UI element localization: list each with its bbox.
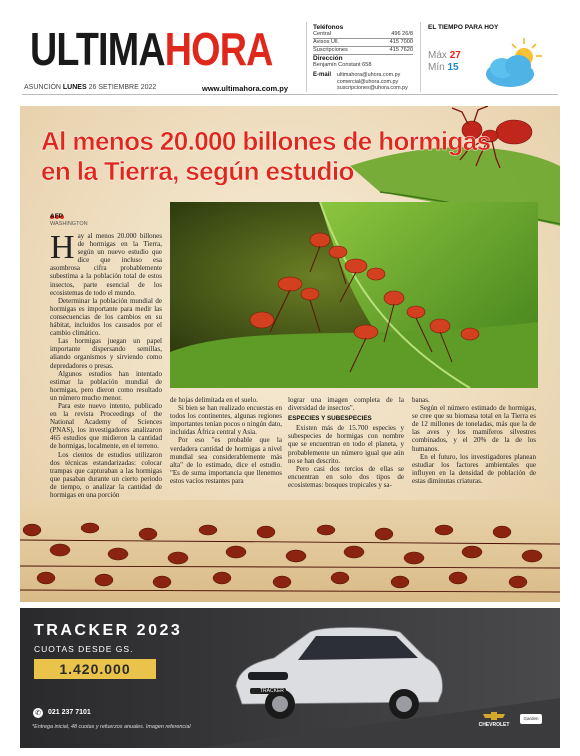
bowtie-icon (483, 712, 505, 720)
email-link[interactable]: comercial@uhora.com.py (337, 78, 399, 85)
phone-label: Suscripciones (313, 47, 348, 53)
headline (41, 126, 490, 186)
weather-temps (428, 50, 461, 74)
logo-part-2: HORA (164, 23, 273, 75)
max-label: Máx (428, 50, 447, 61)
ad-price: 1.420.000 (34, 659, 156, 679)
min-temp: 15 (447, 62, 459, 73)
email-link[interactable]: suscripciones@uhora.com.py (337, 85, 408, 91)
advertisement[interactable] (20, 608, 560, 748)
paragraph: lograr una imagen completa de la diversidad de insectos". (288, 396, 404, 413)
date-rest: 26 SETIEMBRE 2022 (86, 84, 157, 91)
paragraph: de hojas delimitada en el suelo. (170, 396, 258, 404)
header-separator (306, 22, 307, 92)
phone-row (313, 39, 413, 47)
headline-line: Al menos 20.000 billones de hormigas (41, 126, 491, 156)
byline-city: WASHINGTON (50, 221, 88, 227)
paragraph: Algunos estudios han intentado estimar la población mundial de hormigas, pero dieron como resultado un número mucho menor. (50, 369, 162, 402)
weather-title: EL TIEMPO PARA HOY (428, 24, 499, 31)
paragraph: Según el número estimado de hormigas, se cree que su biomasa total en la Tierra es de 12 millones de toneladas, más que la de las aves y los mamíferos silvestres combinados, y el 20% de la de los humanos. (412, 404, 536, 453)
dealer-logo: Garden (520, 714, 542, 724)
ant-column-illustration (20, 500, 560, 602)
sun-behind-cloud-icon (480, 34, 552, 92)
drop-cap: H (50, 229, 75, 266)
subheading: ESPECIES Y SUBESPECIES (288, 415, 372, 423)
min-label: Mín (428, 62, 445, 73)
ad-fineprint: *Entrega inicial, 48 cuotas y refuerzos anuales. Imagen referencial (32, 724, 191, 730)
paragraph: banas. (412, 396, 430, 404)
chevrolet-logo (474, 712, 514, 728)
phone-row (313, 47, 413, 55)
max-temp: 27 (449, 50, 461, 61)
ants-on-leaf-photo (170, 202, 538, 388)
weather-block (428, 24, 558, 73)
article-column-1 (50, 229, 162, 499)
paragraph: En el futuro, los investigadores planean estudiar los factores ambientales que influyen en la densidad de población de estas diminutas criaturas. (412, 452, 536, 485)
email-title: E-mail (313, 72, 332, 78)
ad-title: TRACKER 2023 (34, 622, 183, 639)
paragraph: Si bien se han realizado encuestas en todos los continentes, algunas regiones importantes tenían pocos o ningún dato, incluidas África central y Asia. (170, 404, 282, 437)
phone-number: 415 7620 (389, 47, 413, 53)
phone-label: Central (313, 31, 332, 37)
email-link[interactable]: ultimahora@uhora.com.py (337, 72, 401, 78)
website-url[interactable]: www.ultimahora.com.py (202, 84, 288, 93)
paragraph: Los cientos de estudios utilizaron dos técnicas estandarizadas: colocar trampas que capturaban a las hormigas que pasaban durante un cierto periodo de tiempo, o analizar la cantidad de hormigas en una porción (50, 450, 162, 499)
contact-block (313, 24, 413, 68)
masthead (0, 0, 580, 100)
car-image (224, 618, 446, 728)
ad-phone[interactable]: 021 237 7101 (48, 709, 91, 716)
article-photo[interactable] (170, 202, 538, 388)
date-city: ASUNCIÓN (24, 84, 63, 91)
article-column-4 (412, 396, 536, 485)
address-title: Dirección (313, 55, 343, 62)
whatsapp-icon: ✆ (33, 708, 43, 718)
newspaper-logo[interactable] (30, 23, 273, 75)
paragraph: Pero casi dos tercios de ellas se encuentran en solo dos tipos de ecosistemas: bosques tropicales y sa- (288, 464, 404, 489)
logo-part-1: ULTIMA (30, 23, 165, 75)
byline-agency: AFP (50, 213, 63, 220)
paragraph: Hay al menos 20.000 billones de hormigas en la Tierra, según un nuevo estudio que dice que incluso esa asombrosa cifra probablemente subestima a la población total de estos insectos, parte esencial de los ecosistemas de todo el mundo. (50, 229, 162, 297)
address-text: Benjamín Constant 658 (313, 62, 372, 68)
car-badge: TRACKER (260, 688, 284, 694)
article-column-2 (170, 396, 282, 485)
header-separator (420, 22, 421, 92)
phone-label: Avisos Ull. (313, 39, 340, 45)
dateline (24, 84, 156, 91)
paragraph: Existen más de 15.700 especies y subespecies de hormigas con nombre que se encuentran en todo el planeta, y probablemente un número igual que aún no se han descrito. (288, 424, 404, 465)
headline-line: en la Tierra, según estudio (41, 156, 354, 186)
ad-subtitle: CUOTAS DESDE GS. (34, 644, 134, 654)
paragraph: Por eso "es probable que la verdadera cantidad de hormigas a nivel mundial sea considerablemente más alta" de lo estimado, dice el estudio. "Es de suma importancia que llenemos estos vacíos restantes para (170, 436, 282, 485)
phones-title: Teléfonos (313, 24, 344, 31)
article (20, 106, 560, 602)
phone-row (313, 31, 413, 39)
paragraph: Las hormigas juegan un papel importante dispersando semillas, aliando organismos y sirviendo como depredadores o presas. (50, 337, 162, 370)
paragraph: Para este nuevo intento, publicado en la revista Proceedings of the National Academy of Sciences (PNAS), los investigadores analizaron 465 estudios que midieron la cantidad de hormigas, localmente, en el terreno. (50, 401, 162, 451)
brand-name: CHEVROLET (478, 722, 510, 728)
date-day: LUNES (62, 84, 87, 91)
paragraph: Determinar la población mundial de hormigas es importante para medir las consecuencias de los cambios en su hábitat, incluidos los causados por el cambio climático. (50, 296, 162, 338)
header-divider (22, 94, 558, 95)
phone-number: 496 26/8 (391, 31, 413, 37)
article-column-3 (288, 396, 404, 489)
phone-number: 415 7000 (389, 39, 413, 45)
